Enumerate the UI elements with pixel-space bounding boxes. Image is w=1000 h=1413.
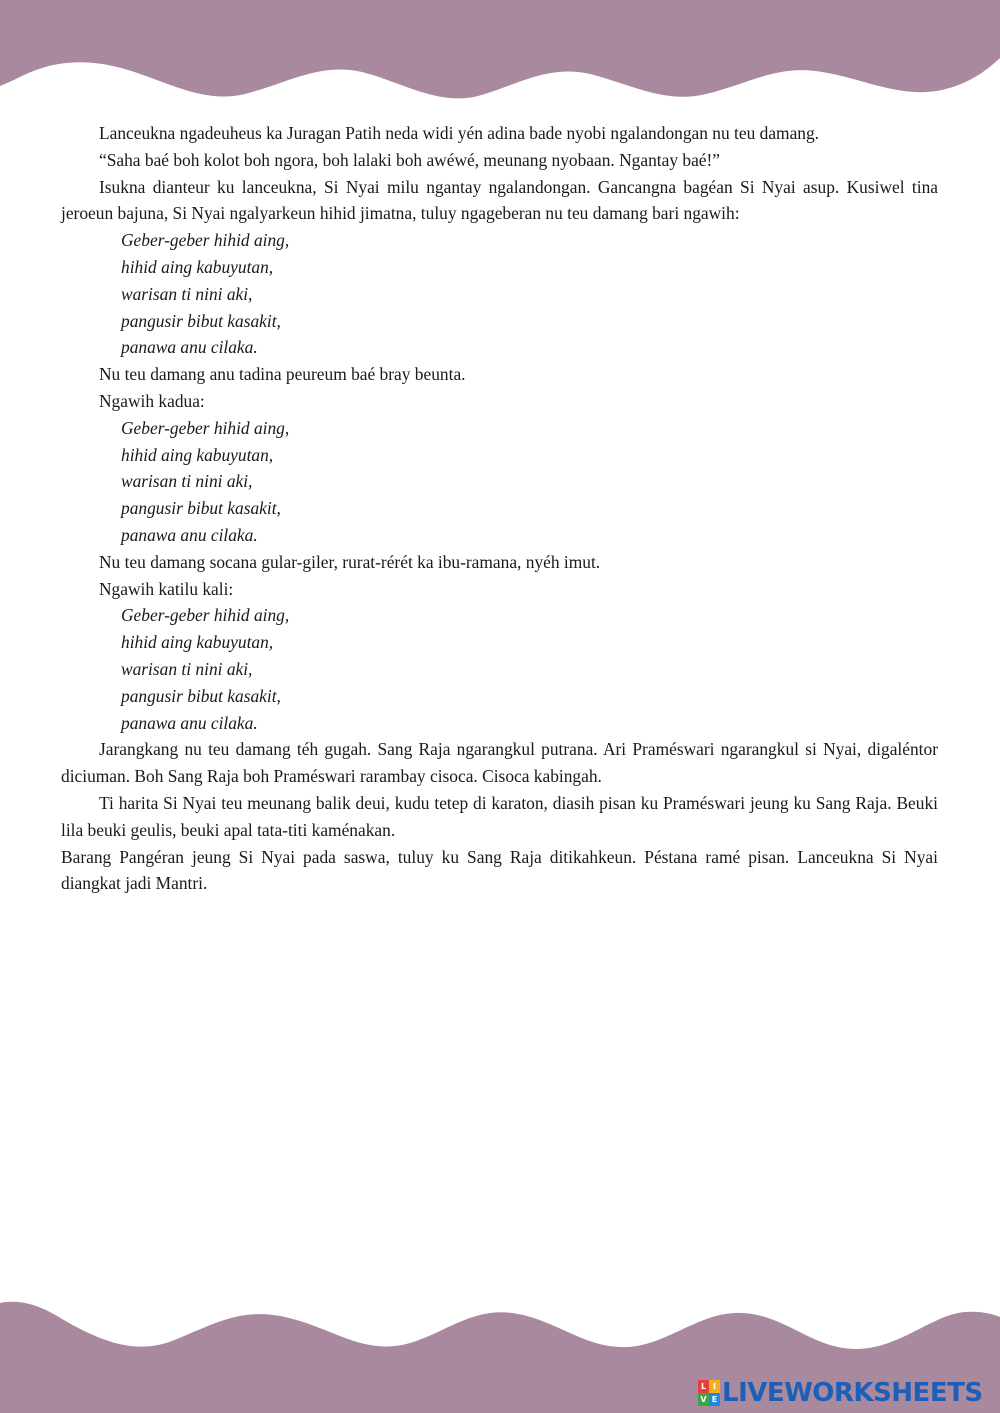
paragraph-9: Ti harita Si Nyai teu meunang balik deui, kudu tetep di karaton, diasih pisan ku Praméswari jeung ku Sang Raja. Beuki lila beuki geulis, beuki apal tata-titi kaménakan. (61, 792, 938, 840)
logo-letter: I (709, 1380, 720, 1393)
paragraph-7: Ngawih katilu kali: (99, 578, 234, 599)
paragraph-2: “Saha baé boh kolot boh ngora, boh lalaki boh awéwé, meunang nyobaan. Ngantay baé!” (99, 149, 721, 170)
verse-line: Geber-geber hihid aing, (121, 605, 290, 626)
verse-line: Geber-geber hihid aing, (121, 417, 290, 438)
verse-3 (61, 602, 938, 736)
verse-line: panawa anu cilaka. (121, 712, 258, 733)
verse-line: hihid aing kabuyutan, (121, 444, 274, 465)
verse-line: warisan ti nini aki, (121, 658, 253, 679)
paragraph-4: Nu teu damang anu tadina peureum baé bray beunta. (99, 364, 466, 385)
verse-1 (61, 227, 938, 361)
paragraph-3: Isukna dianteur ku lanceukna, Si Nyai milu ngantay ngalandongan. Gancangna bagéan Si Nyai asup. Kusiwel tina jeroeun bajuna, Si Nyai ngalyarkeun hihid jimatna, tuluy ngageberan nu teu damang bari ngawih: (61, 176, 938, 224)
verse-line: hihid aing kabuyutan, (121, 632, 274, 653)
paragraph-8: Jarangkang nu teu damang téh gugah. Sang Raja ngarangkul putrana. Ari Praméswari ngarangkul si Nyai, digaléntor diciuman. Boh Sang Raja boh Praméswari rarambay cisoca. Cisoca kabingah. (61, 739, 938, 787)
paragraph-6: Nu teu damang socana gular-giler, rurat-rérét ka ibu-ramana, nyéh imut. (99, 551, 601, 572)
top-wave-shape (0, 0, 1000, 98)
verse-line: hihid aing kabuyutan, (121, 256, 274, 277)
brand-name: LIVEWORKSHEETS (722, 1378, 983, 1408)
verse-line: pangusir bibut kasakit, (121, 685, 281, 706)
logo-letter: V (698, 1393, 709, 1406)
verse-line: panawa anu cilaka. (121, 524, 258, 545)
logo-letter: E (709, 1393, 720, 1406)
liveworksheets-brand (698, 1378, 983, 1408)
story-text (61, 120, 938, 897)
verse-line: panawa anu cilaka. (121, 337, 258, 358)
verse-line: warisan ti nini aki, (121, 283, 253, 304)
top-wave-banner (0, 0, 1000, 110)
paragraph-5: Ngawih kadua: (99, 390, 205, 411)
liveworksheets-logo-icon (698, 1380, 720, 1406)
verse-line: pangusir bibut kasakit, (121, 310, 281, 331)
paragraph-1: Lanceukna ngadeuheus ka Juragan Patih neda widi yén adina bade nyobi ngalandongan nu teu damang. (99, 123, 820, 143)
verse-2 (61, 415, 938, 549)
logo-letter: L (698, 1380, 709, 1393)
verse-line: pangusir bibut kasakit, (121, 498, 281, 519)
verse-line: Geber-geber hihid aing, (121, 230, 290, 251)
paragraph-10: Barang Pangéran jeung Si Nyai pada saswa, tuluy ku Sang Raja ditikahkeun. Péstana ramé pisan. Lanceukna Si Nyai diangkat jadi Mantri. (61, 846, 938, 894)
verse-line: warisan ti nini aki, (121, 471, 253, 492)
